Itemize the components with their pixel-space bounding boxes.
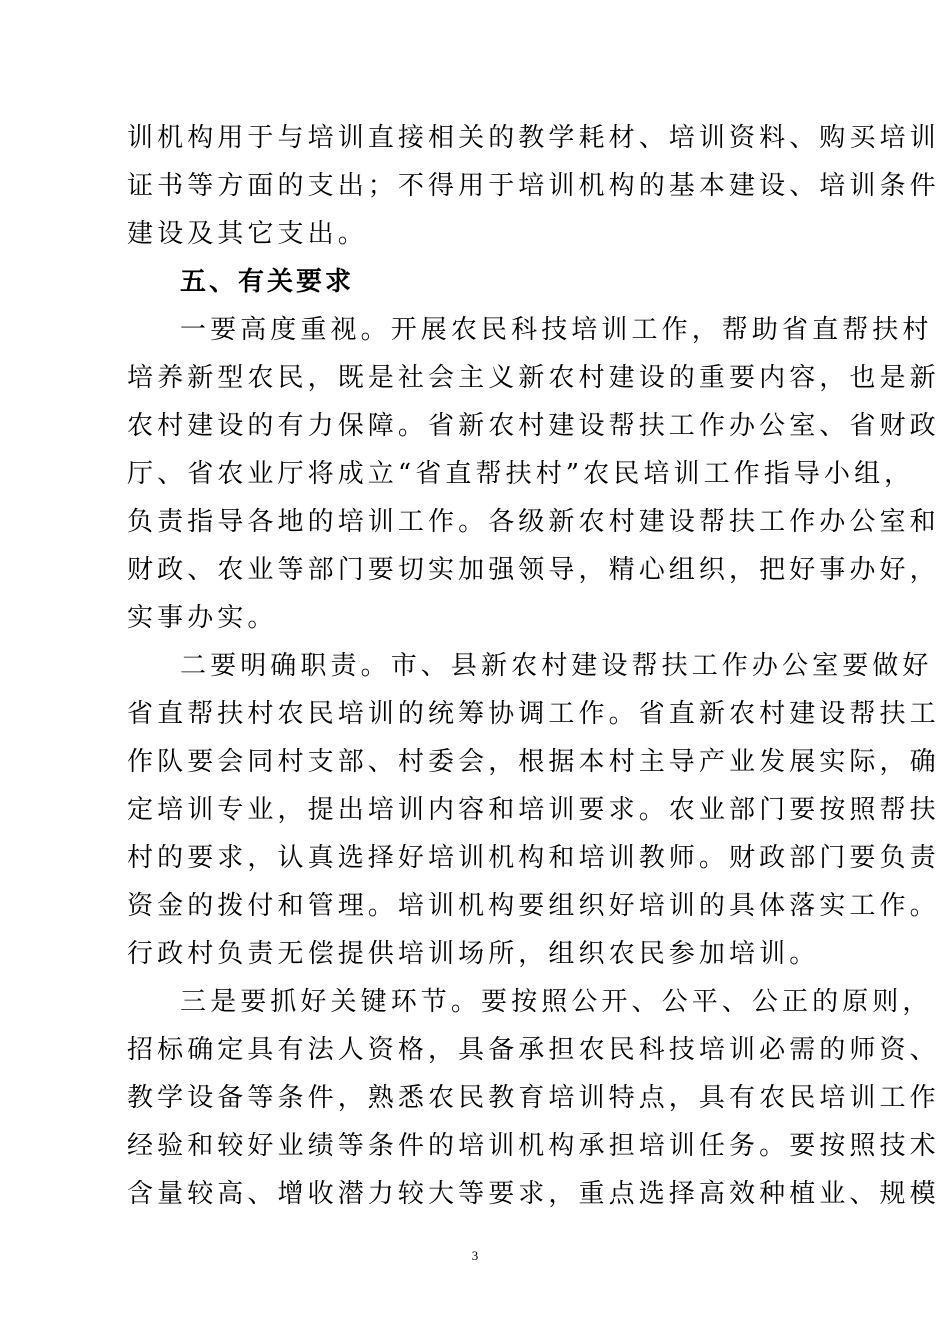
page-number: 3 bbox=[471, 1248, 479, 1263]
text-line: 行政村负责无偿提供培训场所，组织农民参加培训。 bbox=[127, 939, 820, 969]
text-line: 定培训专业，提出培训内容和培训要求。农业部门要按照帮扶 bbox=[127, 795, 940, 825]
text-line: 村的要求，认真选择好培训机构和培训教师。财政部门要负责 bbox=[127, 843, 940, 873]
text-line: 含量较高、增收潜力较大等要求，重点选择高效种植业、规模 bbox=[127, 1179, 940, 1209]
text-line: 经验和较好业绩等条件的培训机构承担培训任务。要按照技术 bbox=[127, 1131, 940, 1161]
text-line: 教学设备等条件，熟悉农民教育培训特点，具有农民培训工作 bbox=[127, 1083, 940, 1113]
text-line: 证书等方面的支出；不得用于培训机构的基本建设、培训条件 bbox=[127, 171, 940, 201]
text-line: 资金的拨付和管理。培训机构要组织好培训的具体落实工作。 bbox=[127, 891, 940, 921]
text-line: 培养新型农民，既是社会主义新农村建设的重要内容，也是新 bbox=[127, 363, 940, 393]
text-line: 二要明确职责。市、县新农村建设帮扶工作办公室要做好 bbox=[180, 651, 933, 681]
text-line: 厅、省农业厅将成立“省直帮扶村”农民培训工作指导小组， bbox=[127, 459, 915, 489]
text-line: 招标确定具有法人资格，具备承担农民科技培训必需的师资、 bbox=[127, 1035, 940, 1065]
text-line: 三是要抓好关键环节。要按照公开、公平、公正的原则， bbox=[180, 987, 933, 1017]
text-line: 财政、农业等部门要切实加强领导，精心组织，把好事办好， bbox=[127, 555, 940, 585]
text-line: 省直帮扶村农民培训的统筹协调工作。省直新农村建设帮扶工 bbox=[127, 699, 940, 729]
text-line: 训机构用于与培训直接相关的教学耗材、培训资料、购买培训 bbox=[127, 123, 940, 153]
text-line: 作队要会同村支部、村委会，根据本村主导产业发展实际，确 bbox=[127, 747, 940, 777]
text-line: 建设及其它支出。 bbox=[127, 219, 368, 249]
text-line: 一要高度重视。开展农民科技培训工作，帮助省直帮扶村 bbox=[180, 315, 933, 345]
text-line: 农村建设的有力保障。省新农村建设帮扶工作办公室、省财政 bbox=[127, 411, 940, 441]
section-heading: 五、有关要求 bbox=[180, 267, 355, 297]
text-line: 负责指导各地的培训工作。各级新农村建设帮扶工作办公室和 bbox=[127, 507, 940, 537]
text-line: 实事办实。 bbox=[127, 603, 278, 633]
